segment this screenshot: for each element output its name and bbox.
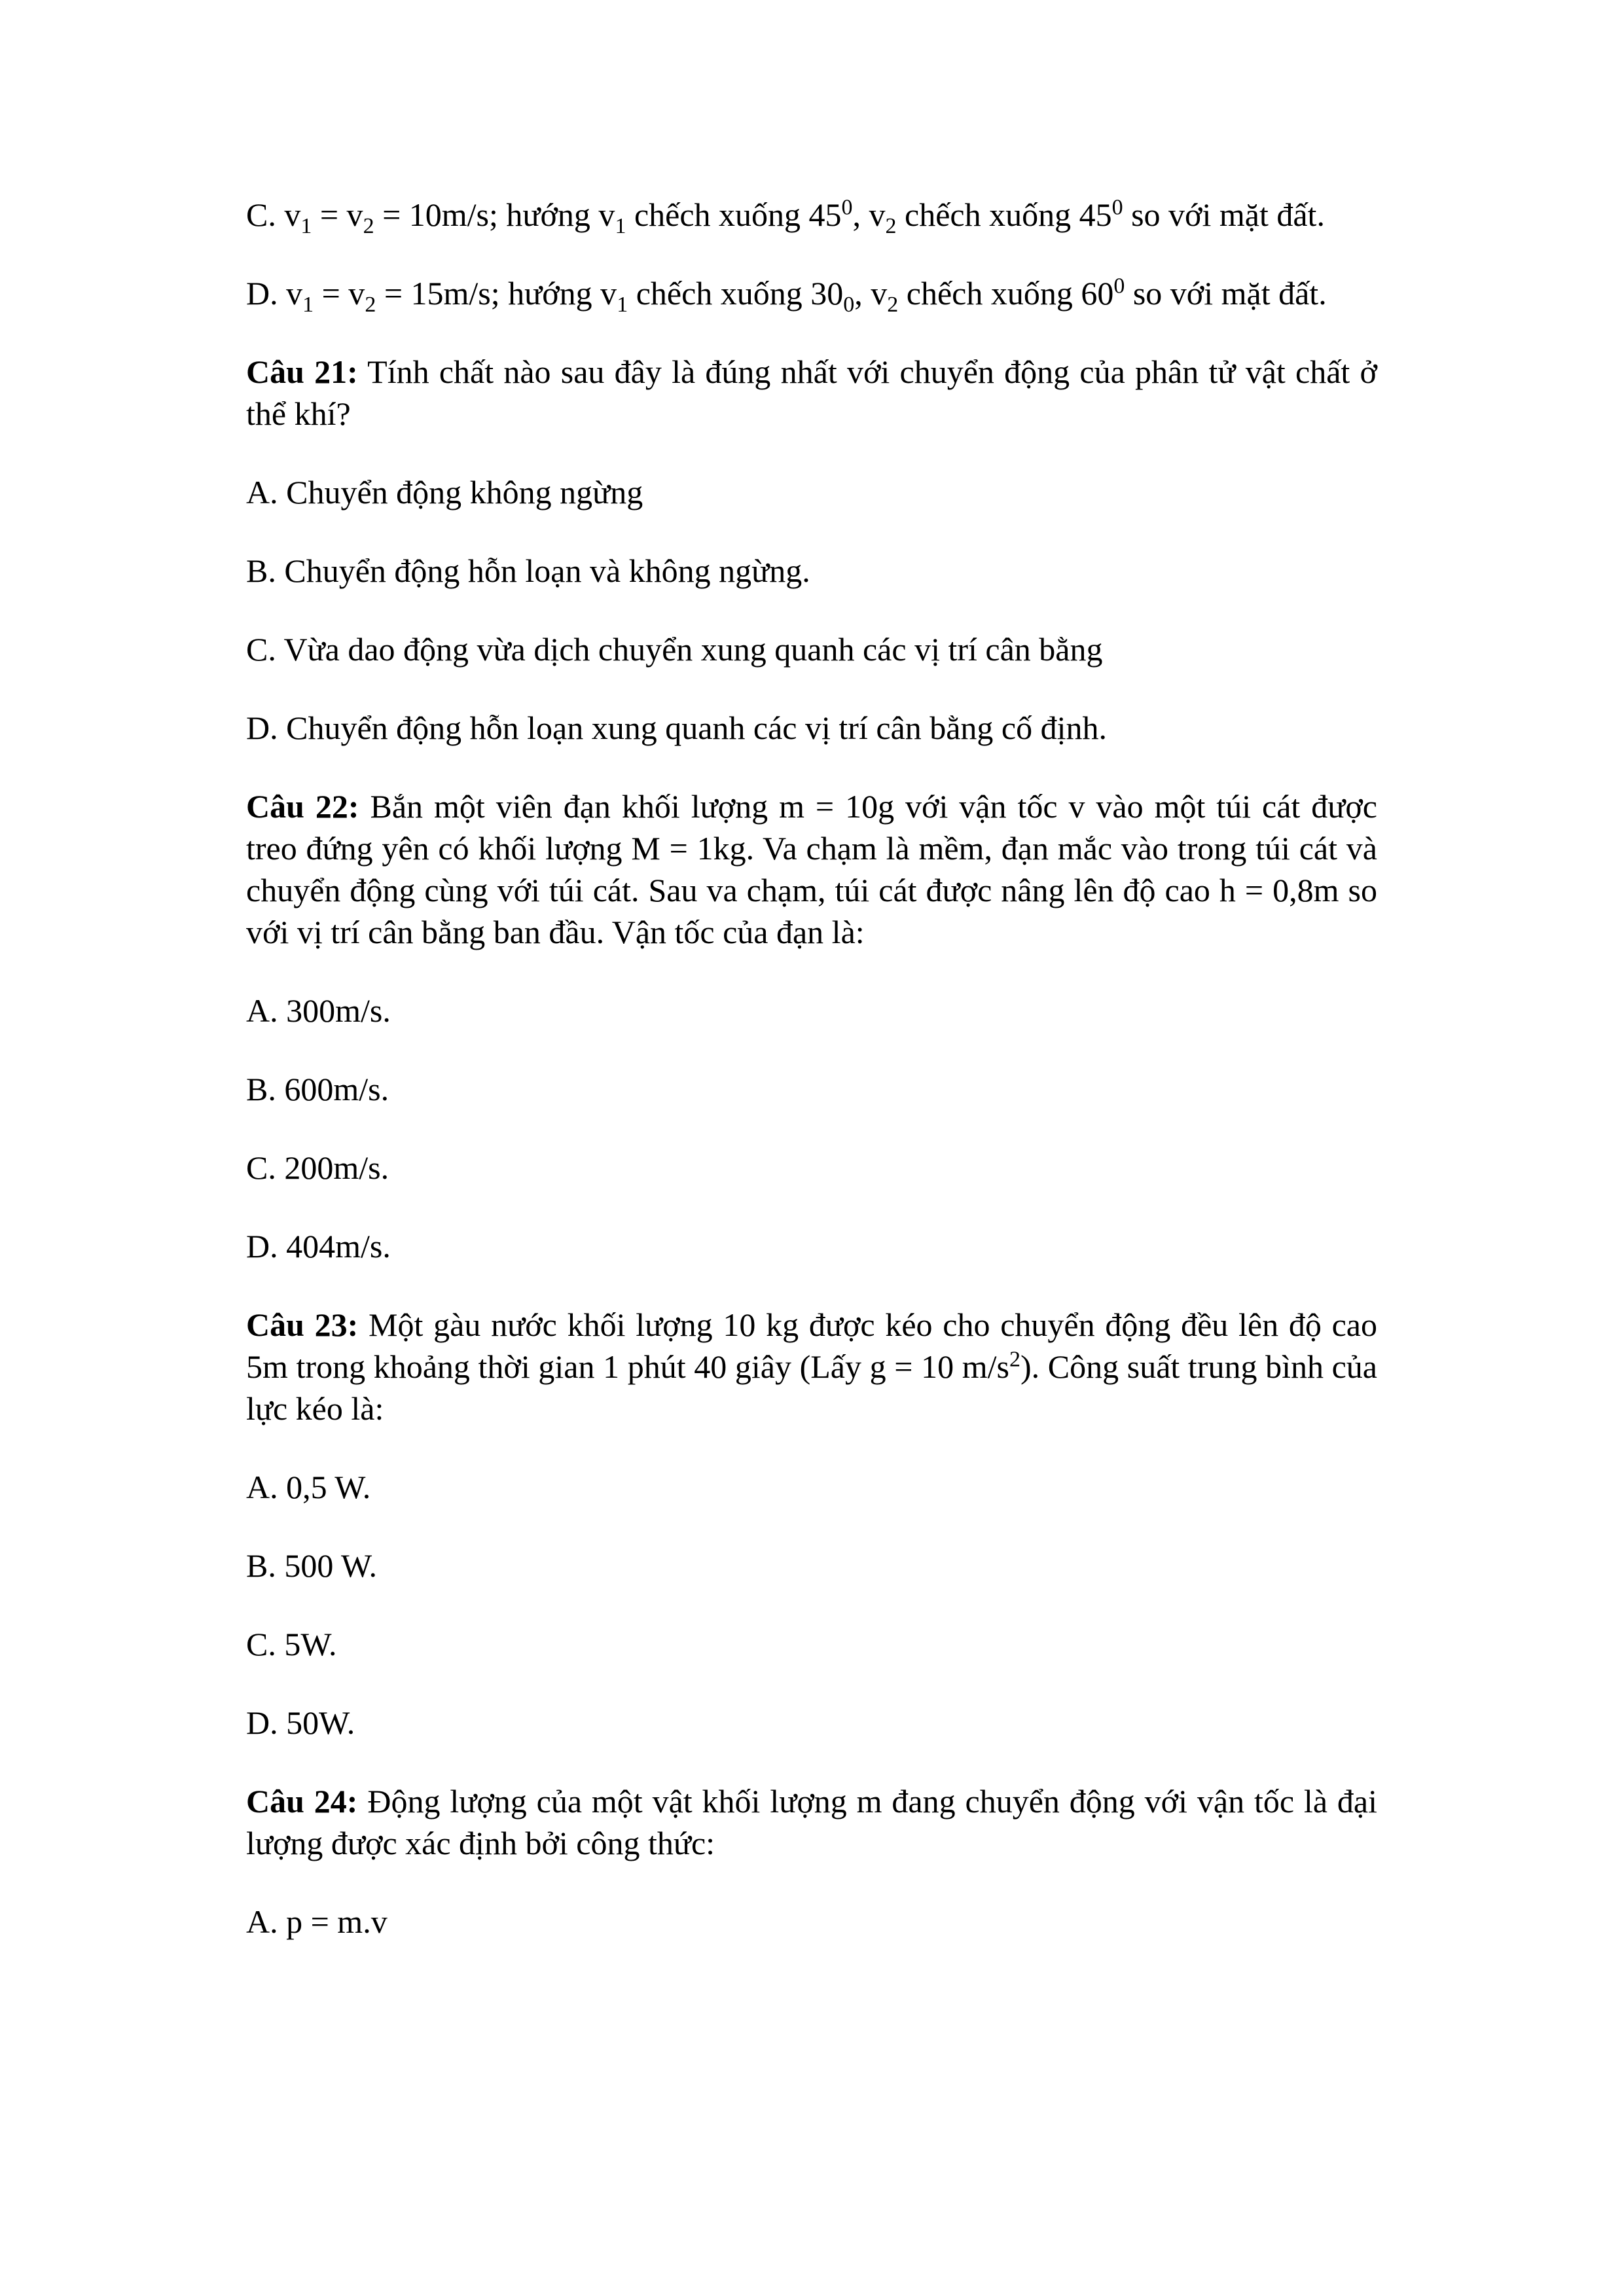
question-label: Câu 21: xyxy=(246,353,358,390)
q22-option-d: D. 404m/s. xyxy=(246,1228,391,1265)
q21-option-b: B. Chuyển động hỗn loạn và không ngừng. xyxy=(246,552,810,589)
q20-option-d: D. $v_1 = v_2 = 15m/s$; hướng $v_1$ chếch xuống $30_0$, $v_2$ chếch xuống $60^0$ so với mặt đất. xyxy=(246,274,1327,317)
q22-option-c: C. 200m/s. xyxy=(246,1149,389,1186)
question-label: Câu 24: xyxy=(246,1783,358,1820)
q22-option-b: B. 600m/s. xyxy=(246,1071,389,1107)
question-23 xyxy=(246,1304,1377,1429)
q23-option-d: D. 50W. xyxy=(246,1704,355,1741)
question-21 xyxy=(246,351,1377,435)
question-text: Một gàu nước khối lượng 10 kg được kéo cho chuyển động đều lên độ cao 5m trong khoảng thời gian 1 phút 40 giây (Lấy g = 10 m/s xyxy=(246,1306,1377,1385)
question-text: Động lượng của một vật khối lượng m đang chuyển động với vận tốc là đại lượng được xác định bởi công thức: xyxy=(246,1783,1377,1861)
q21-option-c: C. Vừa dao động vừa dịch chuyển xung quanh các vị trí cân bằng xyxy=(246,631,1103,668)
question-text-end: ). Công suất trung bình của lực kéo là: xyxy=(246,1348,1377,1427)
superscript: 2 xyxy=(1009,1347,1020,1372)
q23-option-c: C. 5W. xyxy=(246,1626,337,1662)
question-label: Câu 22: xyxy=(246,788,359,825)
q23-option-b: B. 500 W. xyxy=(246,1547,378,1584)
document-page xyxy=(246,194,1377,1979)
q23-option-a: A. 0,5 W. xyxy=(246,1469,371,1505)
question-label: Câu 23: xyxy=(246,1306,359,1343)
q20-option-c: C. $v_1 = v_2 = 10m/s$; hướng $v_1$ chếch xuống $45^0$, $v_2$ chếch xuống $45^0$ so với mặt đất. xyxy=(246,195,1325,238)
question-text: Tính chất nào sau đây là đúng nhất với chuyển động của phân tử vật chất ở thể khí? xyxy=(246,353,1377,432)
q21-option-a: A. Chuyển động không ngừng xyxy=(246,474,643,511)
q22-option-a: A. 300m/s. xyxy=(246,992,391,1029)
q21-option-d: D. Chuyển động hỗn loạn xung quanh các vị trí cân bằng cố định. xyxy=(246,709,1107,746)
question-24 xyxy=(246,1780,1377,1864)
q24-option-a: A. p = m.v xyxy=(246,1903,388,1940)
question-22 xyxy=(246,785,1377,953)
question-text: Bắn một viên đạn khối lượng m = 10g với vận tốc v vào một túi cát được treo đứng yên có khối lượng M = 1kg. Va chạm là mềm, đạn mắc vào trong túi cát và chuyển động cùng với túi cát. Sau va chạm, túi cát được nâng lên độ cao h = 0,8m so với vị trí cân bằng ban đầu. Vận tốc của đạn là: xyxy=(246,788,1377,950)
